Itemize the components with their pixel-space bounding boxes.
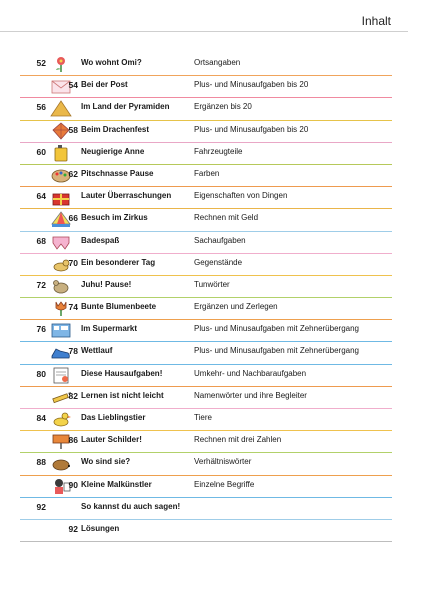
toc-row xyxy=(20,209,392,231)
chapter-title: Juhu! Pause! xyxy=(81,279,132,289)
chapter-title: Lauter Überraschungen xyxy=(81,191,172,201)
toc-row xyxy=(20,121,392,143)
page-number: 64 xyxy=(36,191,46,202)
chapter-topic: Namenwörter und ihre Begleiter xyxy=(194,390,307,400)
chapter-topic: Plus- und Minusaufgaben bis 20 xyxy=(194,124,309,134)
toc-row xyxy=(20,232,392,254)
flower-icon xyxy=(50,55,72,73)
toc-row xyxy=(20,476,392,498)
chapter-topic: Umkehr- und Nachbaraufgaben xyxy=(194,368,307,378)
header-rule xyxy=(0,31,408,32)
toc-row xyxy=(20,98,392,120)
duck-icon xyxy=(50,410,72,428)
page-number: 66 xyxy=(68,213,78,224)
chapter-topic: Ergänzen und Zerlegen xyxy=(194,302,278,312)
chapter-title: So kannst du auch sagen! xyxy=(81,501,181,511)
chapter-topic: Fahrzeugteile xyxy=(194,146,243,156)
page-number: 90 xyxy=(68,479,78,490)
page-number: 84 xyxy=(36,413,46,423)
page-number: 88 xyxy=(36,457,46,468)
page-number: 86 xyxy=(68,435,78,446)
toc-row xyxy=(20,165,392,187)
chapter-topic: Sachaufgaben xyxy=(194,235,246,245)
chapter-topic: Einzelne Begriffe xyxy=(194,479,255,489)
chapter-topic: Plus- und Minusaufgaben mit Zehnerübergang xyxy=(194,324,359,334)
chapter-title: Im Supermarkt xyxy=(81,324,138,334)
table-of-contents xyxy=(20,54,392,542)
page-number: 62 xyxy=(68,168,78,179)
toc-row xyxy=(20,298,392,320)
chapter-topic: Rechnen mit Geld xyxy=(194,213,259,223)
toc-row xyxy=(20,342,392,364)
page-number: 52 xyxy=(36,58,46,68)
chapter-topic: Tiere xyxy=(194,413,212,422)
toc-row xyxy=(20,320,392,342)
page-number: 74 xyxy=(68,302,78,313)
toc-row xyxy=(20,143,392,165)
chapter-title: Neugierige Anne xyxy=(81,146,145,156)
page-header xyxy=(0,0,424,34)
chapter-topic: Tunwörter xyxy=(194,279,230,289)
toc-row xyxy=(20,453,392,475)
toc-row xyxy=(20,520,392,542)
chapter-title: Wo sind sie? xyxy=(81,457,131,467)
chapter-topic: Plus- und Minusaufgaben bis 20 xyxy=(194,80,309,90)
swim-shorts-icon xyxy=(50,233,72,251)
chapter-title: Ein besonderer Tag xyxy=(81,257,156,267)
chapter-title: Das Lieblingstier xyxy=(81,413,146,422)
chapter-title: Lernen ist nicht leicht xyxy=(81,390,164,400)
chapter-title: Bei der Post xyxy=(81,80,128,90)
chapter-topic: Plus- und Minusaufgaben mit Zehnerübergang xyxy=(194,346,359,356)
chapter-topic: Gegenstände xyxy=(194,257,243,267)
chapter-topic: Rechnen mit drei Zahlen xyxy=(194,435,282,445)
gift-icon xyxy=(50,188,72,206)
toc-row xyxy=(20,365,392,387)
page-number: 92 xyxy=(36,501,46,512)
page-number: 80 xyxy=(36,368,46,379)
chapter-title: Besuch im Zirkus xyxy=(81,213,148,223)
chapter-topic: Ortsangaben xyxy=(194,58,241,67)
pyramid-icon xyxy=(50,99,72,117)
chapter-title: Badespaß xyxy=(81,235,120,245)
toc-row xyxy=(20,76,392,98)
page-number: 82 xyxy=(68,390,78,401)
chapter-topic: Ergänzen bis 20 xyxy=(194,102,252,112)
jerrycan-icon xyxy=(50,144,72,162)
chapter-topic: Farben xyxy=(194,168,220,178)
page-number: 76 xyxy=(36,324,46,335)
chapter-title: Bunte Blumenbeete xyxy=(81,302,157,312)
homework-icon xyxy=(50,366,72,384)
chapter-title: Lauter Schilder! xyxy=(81,435,142,445)
mouse-icon xyxy=(50,277,72,295)
chapter-title: Beim Drachenfest xyxy=(81,124,150,134)
chapter-title: Pitschnasse Pause xyxy=(81,168,154,178)
chapter-topic: Eigenschaften von Dingen xyxy=(194,191,288,201)
page-number: 68 xyxy=(36,235,46,246)
toc-row xyxy=(20,187,392,209)
page-number: 56 xyxy=(36,102,46,113)
chapter-title: Lösungen xyxy=(81,523,120,533)
toc-row xyxy=(20,276,392,298)
page-number: 92 xyxy=(68,523,78,534)
toc-row xyxy=(20,54,392,76)
toc-row xyxy=(20,498,392,520)
page-number: 78 xyxy=(68,346,78,357)
toc-row xyxy=(20,431,392,453)
chapter-title: Im Land der Pyramiden xyxy=(81,102,170,112)
chapter-title: Wo wohnt Omi? xyxy=(81,58,142,67)
toc-row xyxy=(20,387,392,409)
chapter-title: Wettlauf xyxy=(81,346,113,356)
page-title: Inhalt xyxy=(361,14,391,28)
page-number: 60 xyxy=(36,146,46,157)
toc-row xyxy=(20,409,392,431)
page-number: 58 xyxy=(68,124,78,135)
page-number: 54 xyxy=(68,80,78,91)
chapter-topic: Verhältniswörter xyxy=(194,457,252,467)
toc-row xyxy=(20,254,392,276)
shopping-icon xyxy=(50,321,72,339)
chapter-title: Kleine Malkünstler xyxy=(81,479,152,489)
page-number: 70 xyxy=(68,257,78,268)
page-number: 72 xyxy=(36,279,46,290)
hedgehog-icon xyxy=(50,454,72,472)
chapter-title: Diese Hausaufgaben! xyxy=(81,368,163,378)
